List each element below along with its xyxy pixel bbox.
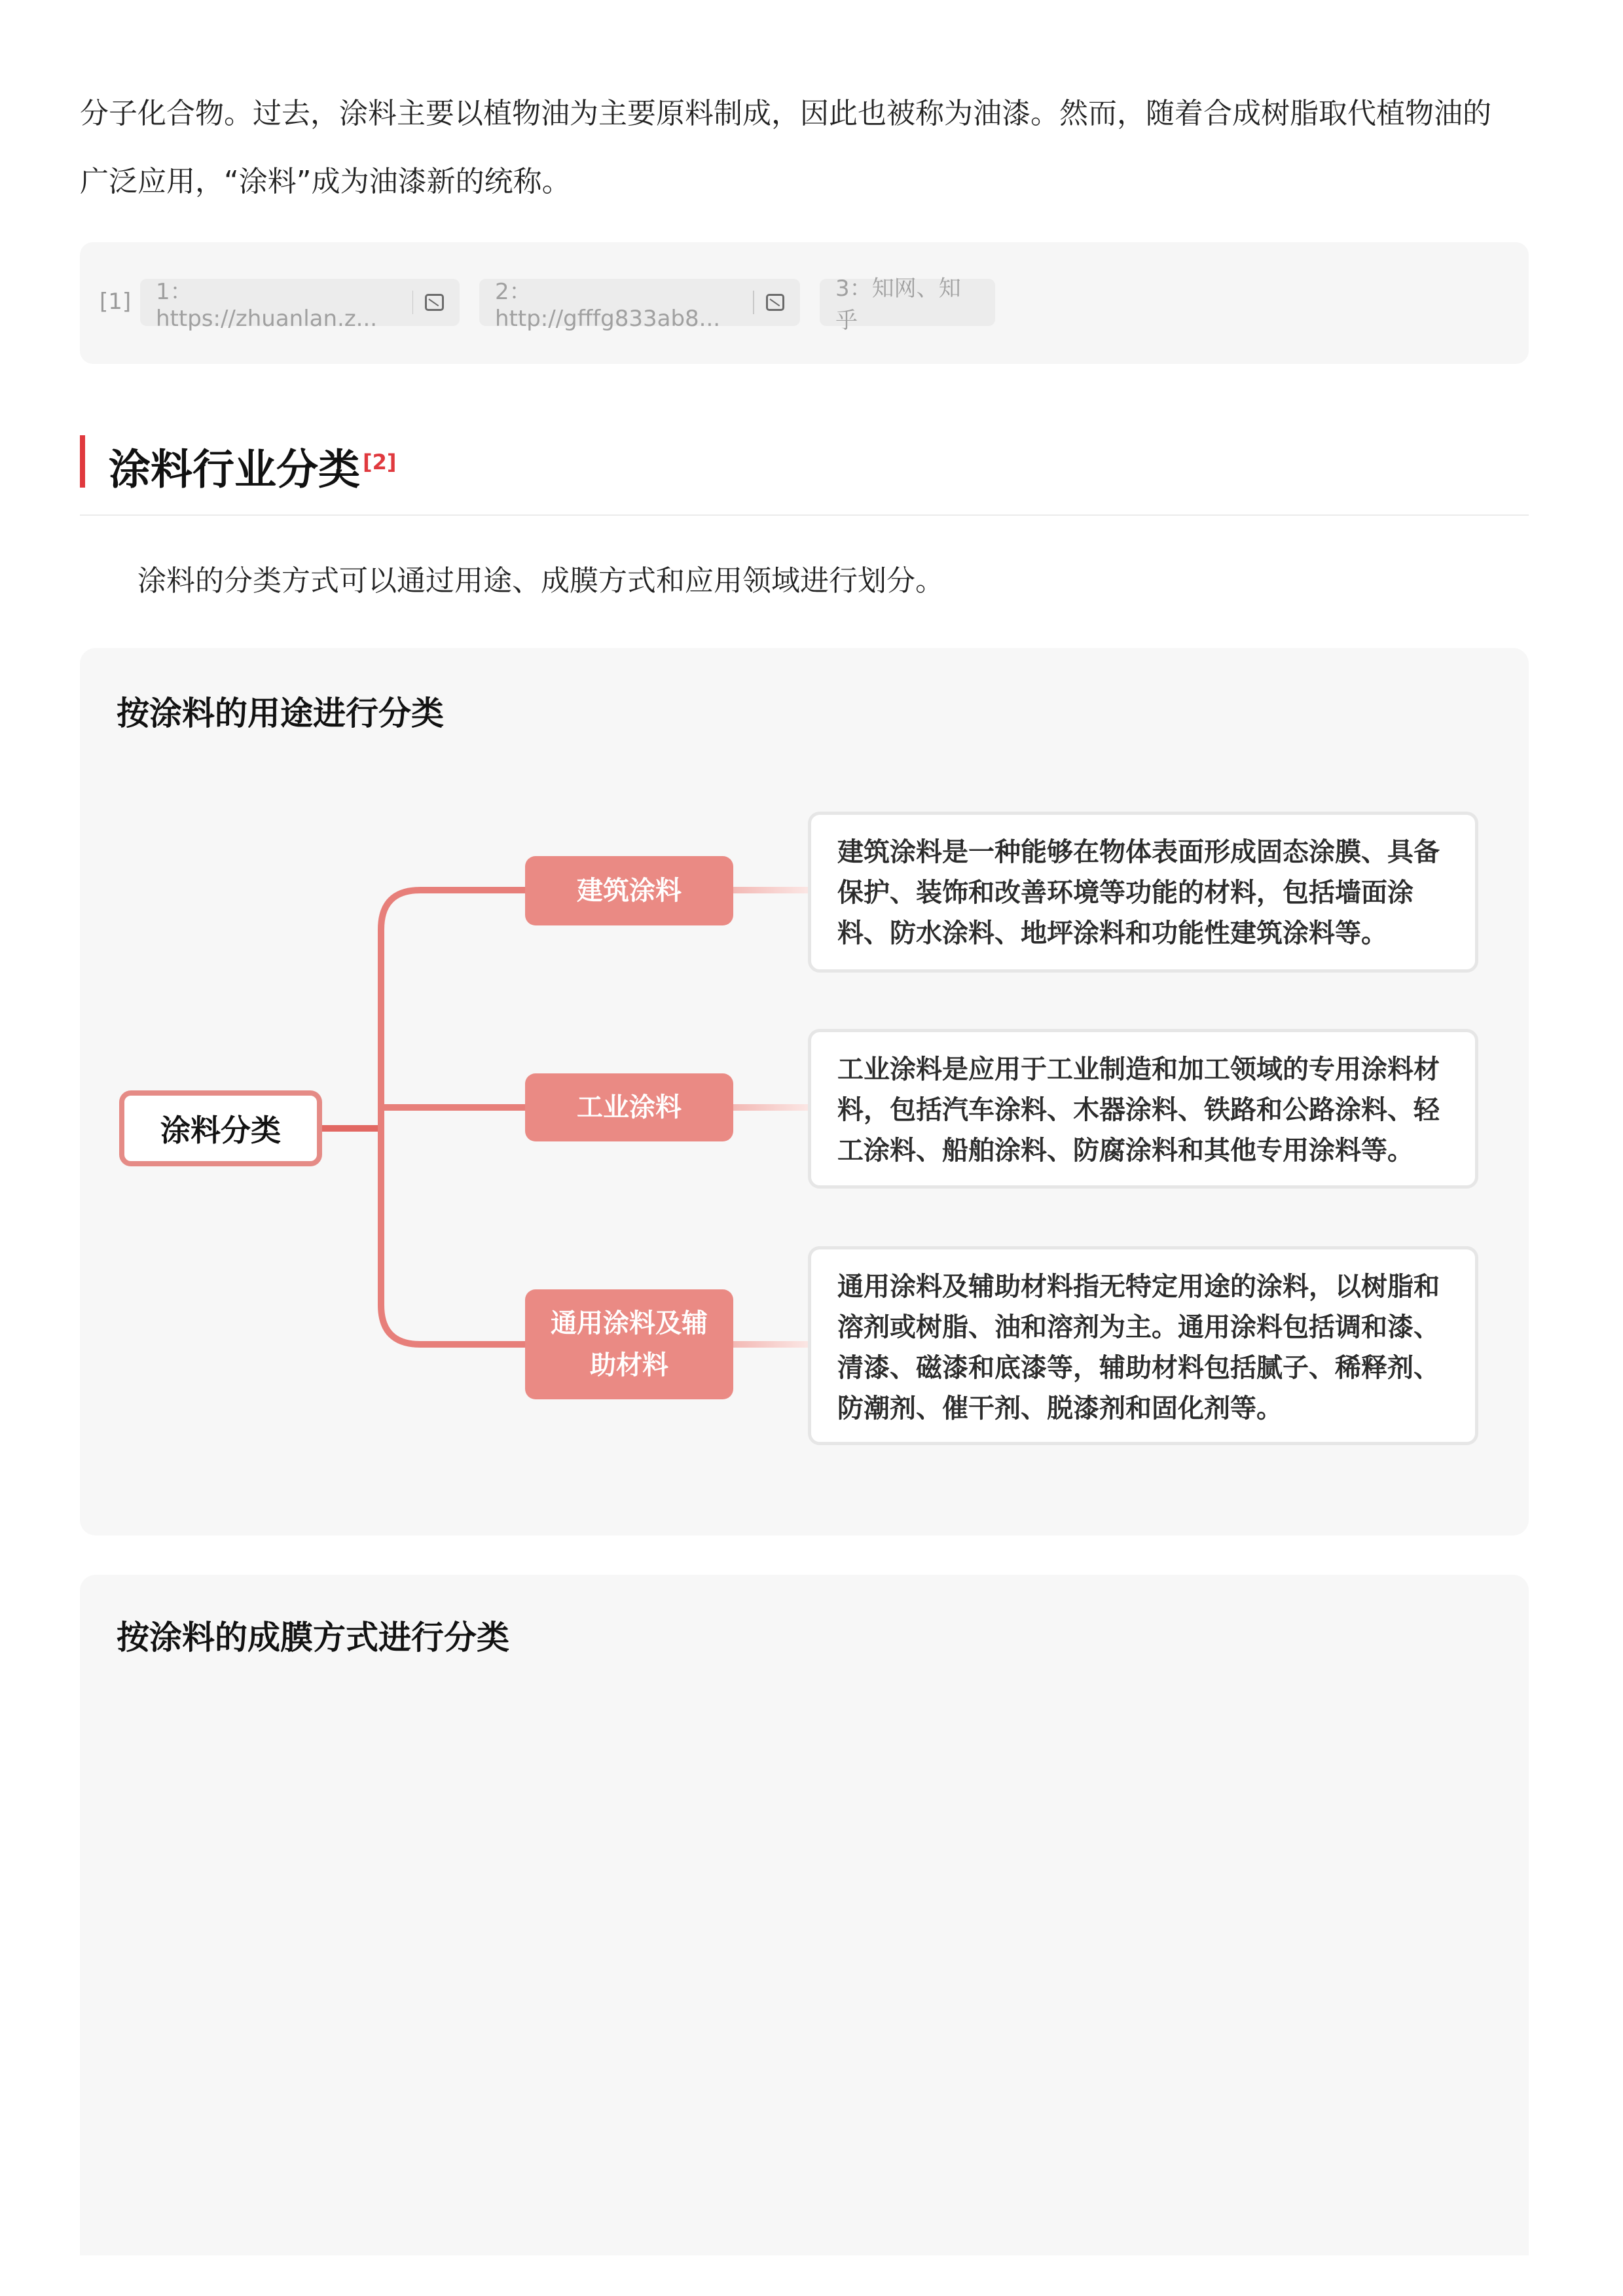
section-description: 涂料的分类方式可以通过用途、成膜方式和应用领域进行划分。 [137,564,944,598]
branch-industrial-coatings: 工业涂料 [525,1073,733,1141]
reference-chip-1[interactable] [140,278,460,332]
branch-architectural-coatings: 建筑涂料 [525,856,733,925]
section-divider [80,514,1529,516]
reference-chip-label: 2：http://gfffg833ab8... [495,278,721,332]
reference-chip-3[interactable] [820,276,995,334]
intro-line-2: 广泛应用，“涂料”成为油漆新的统称。 [80,165,571,198]
section-title [109,429,397,503]
reference-marker: [1] [100,289,132,315]
reference-chip-label: 1：https://zhuanlan.z... [156,278,378,332]
leaf-general-desc: 通用涂料及辅助材料指无特定用途的涂料，以树脂和溶剂或树脂、油和溶剂为主。通用涂料包括调和漆、清漆、磁漆和底漆等，辅助材料包括腻子、稀释剂、防潮剂、催干剂、脱漆剂和固化剂等。 [808,1246,1478,1445]
image-icon[interactable] [766,294,784,311]
reference-box [80,242,1529,364]
panel-title: 按涂料的成膜方式进行分类 [117,1619,509,1657]
intro-line-1: 分子化合物。过去，涂料主要以植物油为主要原料制成，因此也被称为油漆。然而，随着合成树脂取代植物油的 [80,97,1491,130]
section-accent-bar [80,435,85,488]
image-icon[interactable] [425,294,444,311]
reference-chip-label: 3：知网、知乎 [835,276,961,334]
branch-general-coatings: 通用涂料及辅助材料 [525,1289,733,1399]
chip-divider [753,291,754,314]
mindmap-root: 涂料分类 [119,1090,322,1166]
chip-divider [412,291,414,314]
panel-title: 按涂料的用途进行分类 [117,694,444,732]
section-title-text: 涂料行业分类 [109,446,360,495]
leaf-architectural-desc: 建筑涂料是一种能够在物体表面形成固态涂膜、具备保护、装饰和改善环境等功能的材料，包括墙面涂料、防水涂料、地坪涂料和功能性建筑涂料等。 [808,812,1478,973]
leaf-industrial-desc: 工业涂料是应用于工业制造和加工领域的专用涂料材料，包括汽车涂料、木器涂料、铁路和公路涂料、轻工涂料、船舶涂料、防腐涂料和其他专用涂料等。 [808,1029,1478,1189]
section-ref-link[interactable]: [2] [363,450,397,475]
intro-paragraph [80,80,1533,216]
film-forming-classification-panel [80,1575,1529,2255]
reference-chip-2[interactable] [479,278,800,332]
